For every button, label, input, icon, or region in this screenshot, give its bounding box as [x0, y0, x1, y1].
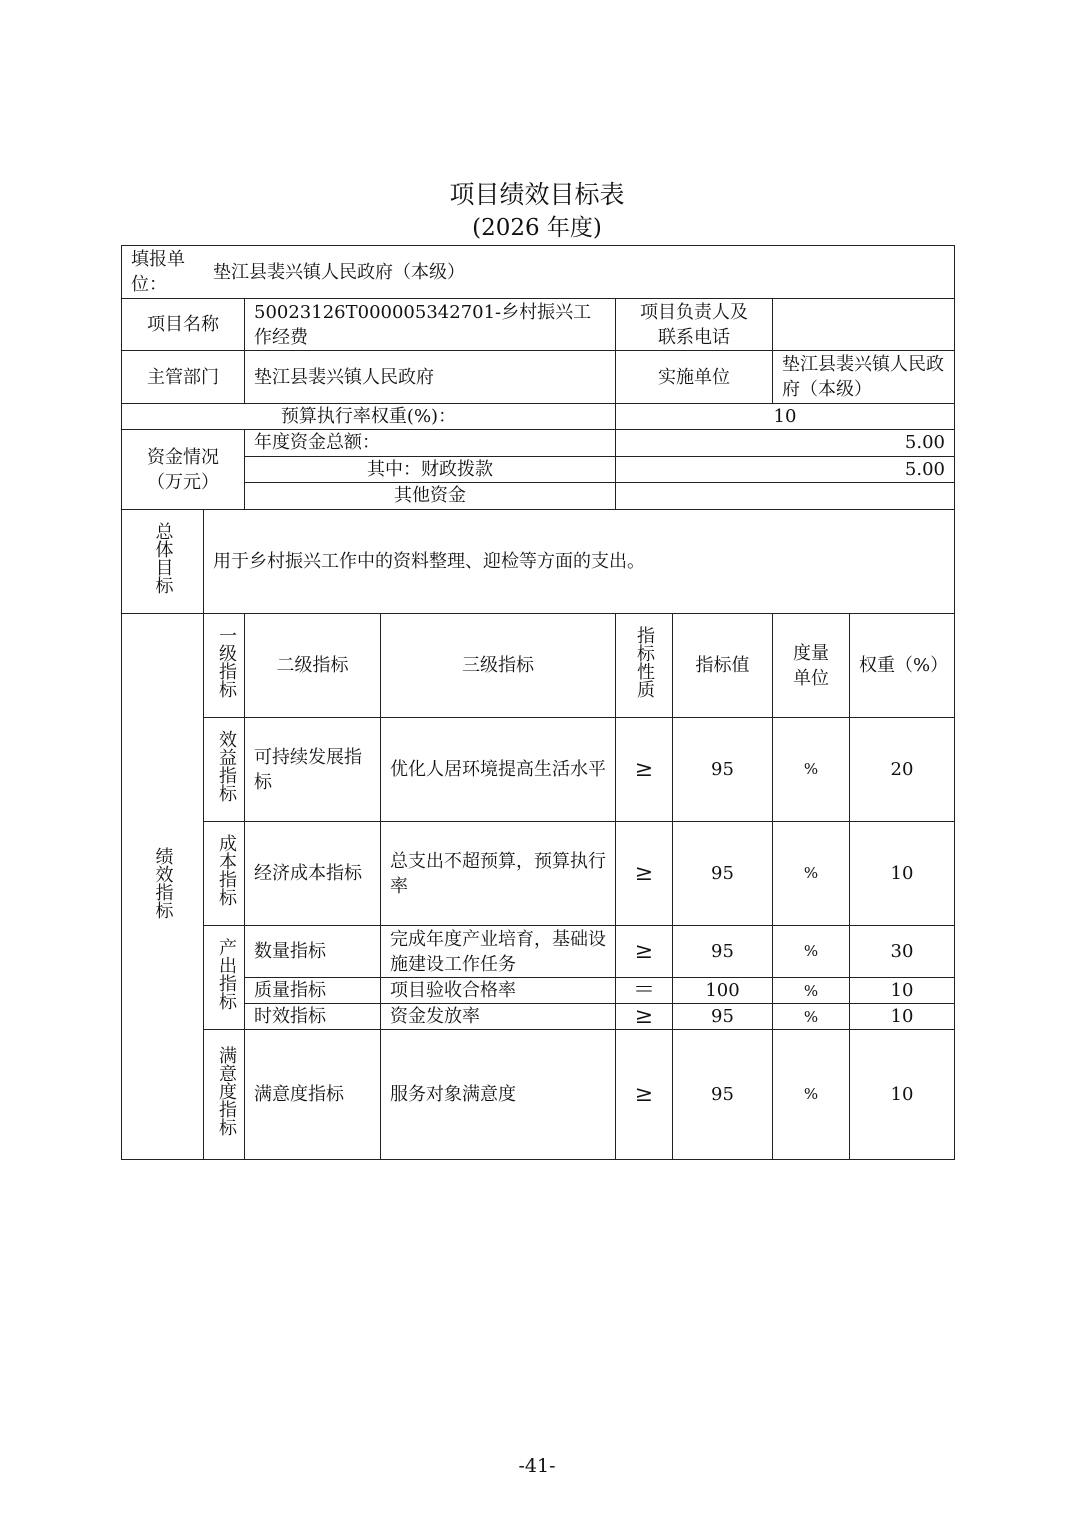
unit-cell: % [773, 1030, 850, 1160]
value-cell: 95 [673, 718, 773, 822]
funds-label: 资金情况（万元） [122, 430, 245, 510]
project-name-value: 50023126T000005342701-乡村振兴工作经费 [245, 299, 616, 351]
unit-cell: % [773, 926, 850, 978]
nature-cell: ≥ [616, 822, 673, 926]
level1-output: 产出指标 [204, 926, 245, 1030]
header-level1: 一级指标 [204, 614, 245, 718]
weight-cell: 10 [850, 1030, 955, 1160]
overall-goal-label: 总体目标 [122, 510, 204, 614]
project-leader-value [773, 299, 955, 351]
table-row [122, 978, 955, 1004]
overall-goal-row [122, 510, 955, 614]
level1-benefit: 效益指标 [204, 718, 245, 822]
funds-other-value [616, 483, 955, 510]
funds-other-row [122, 483, 955, 510]
nature-cell: ＝ [616, 978, 673, 1004]
nature-cell: ≥ [616, 718, 673, 822]
weight-cell: 30 [850, 926, 955, 978]
fill-unit-label: 填报单位： [131, 249, 185, 295]
funds-total-label: 年度资金总额： [245, 430, 616, 457]
level2-cell: 满意度指标 [245, 1030, 381, 1160]
level3-cell: 服务对象满意度 [381, 1030, 616, 1160]
value-cell: 95 [673, 1030, 773, 1160]
level2-cell: 时效指标 [245, 1004, 381, 1030]
page-number: -41- [518, 1455, 556, 1477]
budget-rate-label: 预算执行率权重(%)： [122, 404, 616, 430]
table-row [122, 926, 955, 978]
level3-cell: 项目验收合格率 [381, 978, 616, 1004]
unit-cell: % [773, 1004, 850, 1030]
value-cell: 95 [673, 926, 773, 978]
level1-satisfaction: 满意度指标 [204, 1030, 245, 1160]
funds-fiscal-value: 5.00 [616, 457, 955, 483]
level3-cell: 优化人居环境提高生活水平 [381, 718, 616, 822]
indicator-section-label: 绩效指标 [122, 614, 204, 1160]
table-row [122, 822, 955, 926]
unit-cell: % [773, 822, 850, 926]
fill-unit-row [122, 246, 955, 299]
implementing-unit-label: 实施单位 [616, 351, 773, 404]
level2-cell: 经济成本指标 [245, 822, 381, 926]
department-label: 主管部门 [122, 351, 245, 404]
funds-total-value: 5.00 [616, 430, 955, 457]
project-leader-label: 项目负责人及联系电话 [616, 299, 773, 351]
header-level3: 三级指标 [381, 614, 616, 718]
unit-cell: % [773, 718, 850, 822]
budget-rate-row [122, 404, 955, 430]
department-value: 垫江县裴兴镇人民政府 [245, 351, 616, 404]
value-cell: 95 [673, 1004, 773, 1030]
fill-unit-value: 垫江县裴兴镇人民政府（本级） [213, 261, 465, 283]
project-name-row [122, 299, 955, 351]
funds-fiscal-row [122, 457, 955, 483]
unit-cell: % [773, 978, 850, 1004]
weight-cell: 10 [850, 1004, 955, 1030]
table-row [122, 1030, 955, 1160]
value-cell: 95 [673, 822, 773, 926]
header-weight: 权重（%） [850, 614, 955, 718]
nature-cell: ≥ [616, 1004, 673, 1030]
level1-cost: 成本指标 [204, 822, 245, 926]
table-row [122, 1004, 955, 1030]
project-name-label: 项目名称 [122, 299, 245, 351]
department-row [122, 351, 955, 404]
funds-fiscal-label: 其中：财政拨款 [245, 457, 616, 483]
nature-cell: ≥ [616, 926, 673, 978]
header-unit: 度量单位 [773, 614, 850, 718]
header-level2: 二级指标 [245, 614, 381, 718]
value-cell: 100 [673, 978, 773, 1004]
implementing-unit-value: 垫江县裴兴镇人民政府（本级） [773, 351, 955, 404]
table-row [122, 718, 955, 822]
header-nature: 指标性质 [616, 614, 673, 718]
funds-total-row [122, 430, 955, 457]
level2-cell: 数量指标 [245, 926, 381, 978]
performance-target-table [121, 245, 955, 1160]
overall-goal-text: 用于乡村振兴工作中的资料整理、迎检等方面的支出。 [204, 510, 955, 614]
weight-cell: 10 [850, 822, 955, 926]
document-subtitle: (2026 年度) [472, 215, 602, 241]
header-value: 指标值 [673, 614, 773, 718]
weight-cell: 10 [850, 978, 955, 1004]
level2-cell: 可持续发展指标 [245, 718, 381, 822]
funds-other-label: 其他资金 [245, 483, 616, 510]
level3-cell: 完成年度产业培育，基础设施建设工作任务 [381, 926, 616, 978]
weight-cell: 20 [850, 718, 955, 822]
budget-rate-value: 10 [616, 404, 955, 430]
indicator-header-row [122, 614, 955, 718]
document-title: 项目绩效目标表 [449, 180, 625, 209]
level3-cell: 总支出不超预算，预算执行率 [381, 822, 616, 926]
level2-cell: 质量指标 [245, 978, 381, 1004]
level3-cell: 资金发放率 [381, 1004, 616, 1030]
nature-cell: ≥ [616, 1030, 673, 1160]
